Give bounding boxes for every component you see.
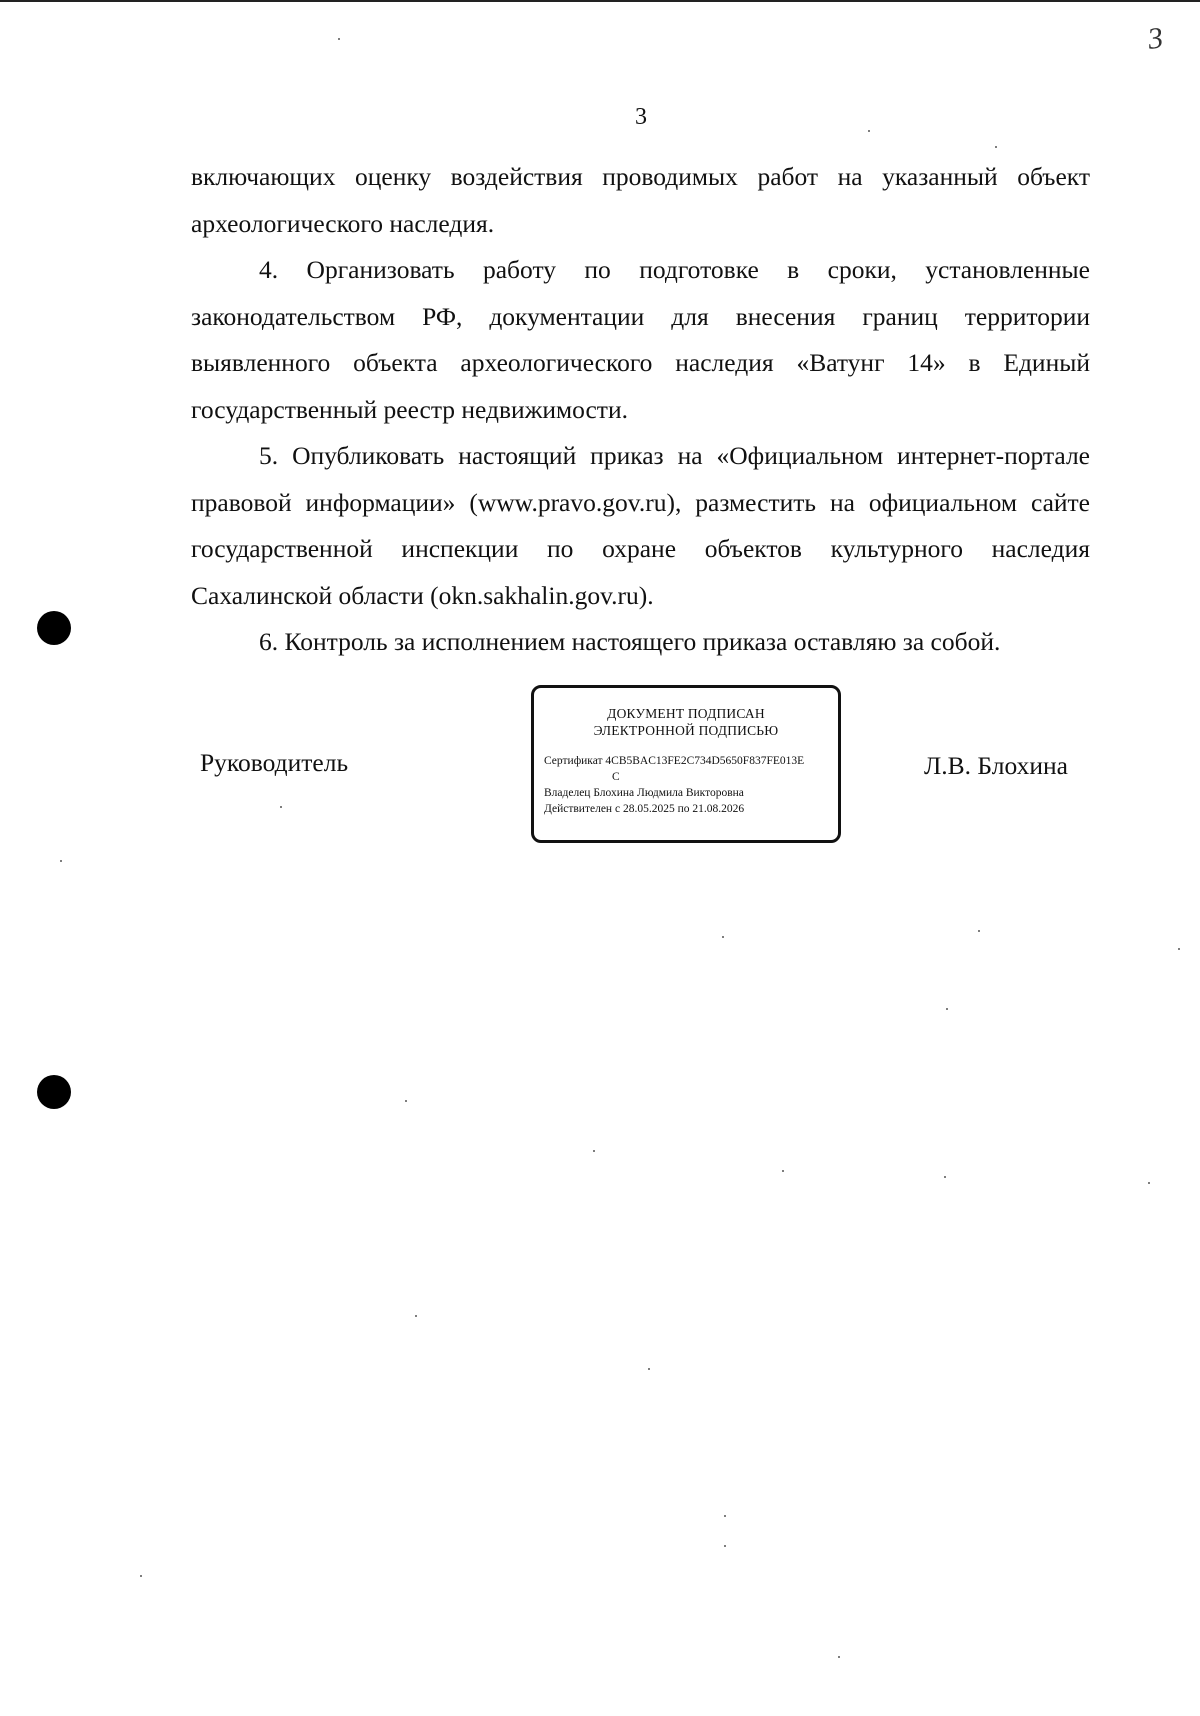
scan-speck — [722, 936, 724, 938]
signatory-name: Л.В. Блохина — [924, 751, 1068, 780]
scan-speck — [140, 1575, 142, 1577]
stamp-title-line-2: ЭЛЕКТРОННОЙ ПОДПИСЬЮ — [593, 723, 779, 738]
page-number: 3 — [635, 104, 647, 130]
stamp-title — [534, 705, 838, 739]
binder-hole-mark — [37, 1075, 71, 1109]
scan-speck — [838, 1656, 840, 1658]
scan-top-edge — [0, 0, 1200, 2]
scan-speck — [405, 1100, 407, 1102]
scan-speck — [978, 930, 980, 932]
scan-speck — [724, 1515, 726, 1517]
scan-speck — [868, 130, 870, 132]
handwritten-page-number: 3 — [1145, 21, 1166, 56]
stamp-certificate-continuation: C — [612, 771, 620, 783]
scan-speck — [1178, 948, 1180, 950]
paragraph-item-6: 6. Контроль за исполнением настоящего приказа оставляю за собой. — [259, 627, 1001, 656]
scan-speck — [995, 146, 997, 148]
scan-speck — [593, 1150, 595, 1152]
stamp-title-line-1: ДОКУМЕНТ ПОДПИСАН — [607, 706, 765, 721]
scan-speck — [724, 1545, 726, 1547]
scan-speck — [1148, 1182, 1150, 1184]
scan-speck — [648, 1368, 650, 1370]
stamp-owner: Владелец Блохина Людмила Викторовна — [544, 787, 744, 799]
stamp-validity: Действителен с 28.05.2025 по 21.08.2026 — [544, 803, 745, 815]
scan-speck — [415, 1315, 417, 1317]
scan-speck — [946, 1008, 948, 1010]
signatory-position: Руководитель — [200, 748, 349, 777]
binder-hole-mark — [37, 611, 71, 645]
document-body — [191, 154, 1090, 666]
electronic-signature-stamp — [531, 685, 841, 843]
paragraph-item-5: 5. Опубликовать настоящий приказ на «Официальном интернет-портале правовой информации» (www.pravo.gov.ru), разместить на официальном сайте государственной инспекции по охране объектов культурного наследия Сахалинской области (okn.sakhalin.gov.ru). — [191, 441, 1090, 610]
scan-speck — [782, 1170, 784, 1172]
stamp-certificate: Сертификат 4CB5BAC13FE2C734D5650F837FE013E — [544, 755, 805, 767]
paragraph-continuation: включающих оценку воздействия проводимых работ на указанный объект археологического наследия. — [191, 162, 1090, 238]
scan-speck — [280, 806, 282, 808]
paragraph-item-4: 4. Организовать работу по подготовке в сроки, установленные законодательством РФ, документации для внесения границ территории выявленного объекта археологического наследия «Ватунг 14» в Единый государственный реестр недвижимости. — [191, 255, 1090, 424]
scan-speck — [338, 38, 340, 40]
scan-speck — [944, 1176, 946, 1178]
scan-speck — [60, 860, 62, 862]
